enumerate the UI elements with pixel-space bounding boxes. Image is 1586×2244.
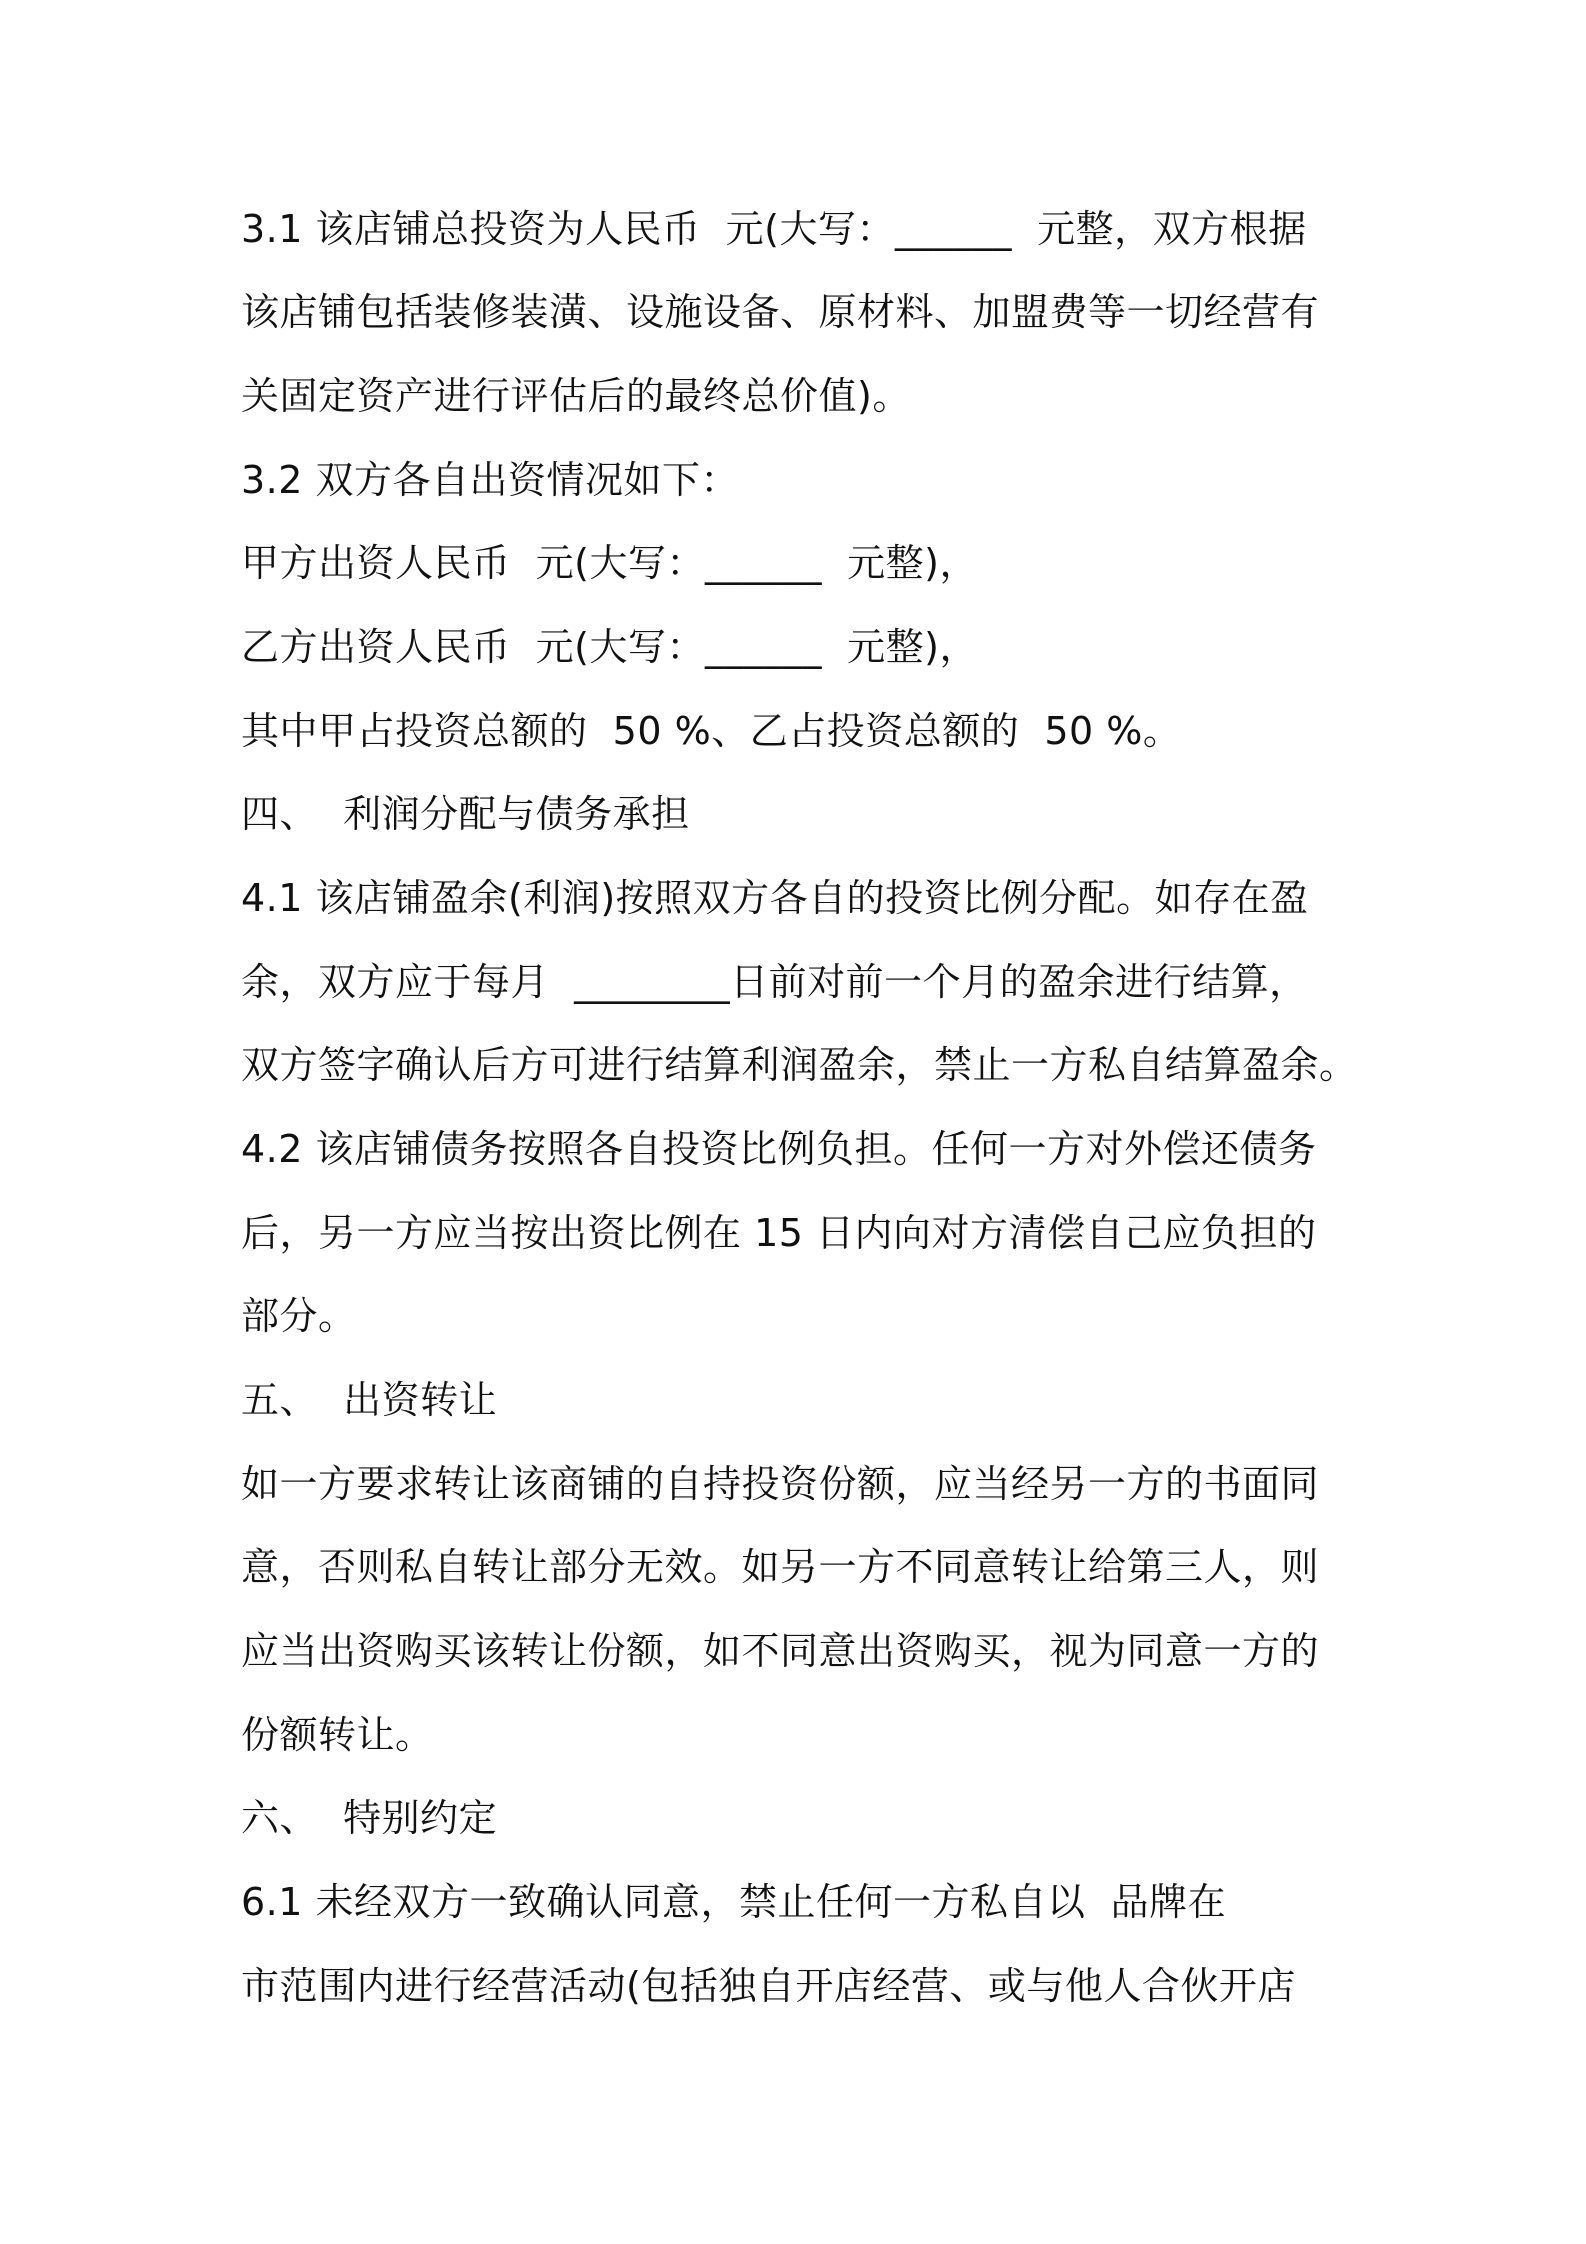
text-line: 3.1 该店铺总投资为人民币 元(大写：______ 元整，双方根据 [241,207,1307,251]
text-line: 6.1 未经双方一致确认同意，禁止任何一方私自以 品牌在 [241,1880,1227,1924]
text-line: 余，双方应于每月 ________日前对前一个月的盈余进行结算， [241,960,1308,1004]
text-line: 份额转让。 [241,1713,434,1757]
text-line: 如一方要求转让该商铺的自持投资份额，应当经另一方的书面同 [241,1462,1320,1506]
text-line: 4.1 该店铺盈余(利润)按照双方各自的投资比例分配。如存在盈 [241,876,1309,920]
section-heading: 六、 特别约定 [241,1796,498,1840]
text-line: 3.2 双方各自出资情况如下： [241,458,740,502]
text-line: 关固定资产进行评估后的最终总价值)。 [241,374,911,418]
text-line: 市范围内进行经营活动(包括独自开店经营、或与他人合伙开店 [241,1964,1296,2008]
section-heading: 五、 出资转让 [241,1378,498,1422]
text-line: 甲方出资人民币 元(大写：______ 元整)， [241,541,978,585]
text-line: 后，另一方应当按出资比例在 15 日内向对方清偿自己应负担的 [241,1211,1317,1255]
section-heading: 四、 利润分配与债务承担 [241,792,690,836]
text-line: 该店铺包括装修装潢、设施设备、原材料、加盟费等一切经营有 [241,290,1320,334]
text-line: 意，否则私自转让部分无效。如另一方不同意转让给第三人，则 [241,1545,1320,1589]
text-line: 双方签字确认后方可进行结算利润盈余，禁止一方私自结算盈余。 [241,1043,1358,1087]
text-line: 4.2 该店铺债务按照各自投资比例负担。任何一方对外偿还债务 [241,1127,1317,1171]
text-line: 应当出资购买该转让份额，如不同意出资购买，视为同意一方的 [241,1629,1320,1673]
text-line: 部分。 [241,1294,357,1338]
text-line: 乙方出资人民币 元(大写：______ 元整)， [241,625,978,669]
text-line: 其中甲占投资总额的 50 %、乙占投资总额的 50 %。 [241,709,1182,753]
